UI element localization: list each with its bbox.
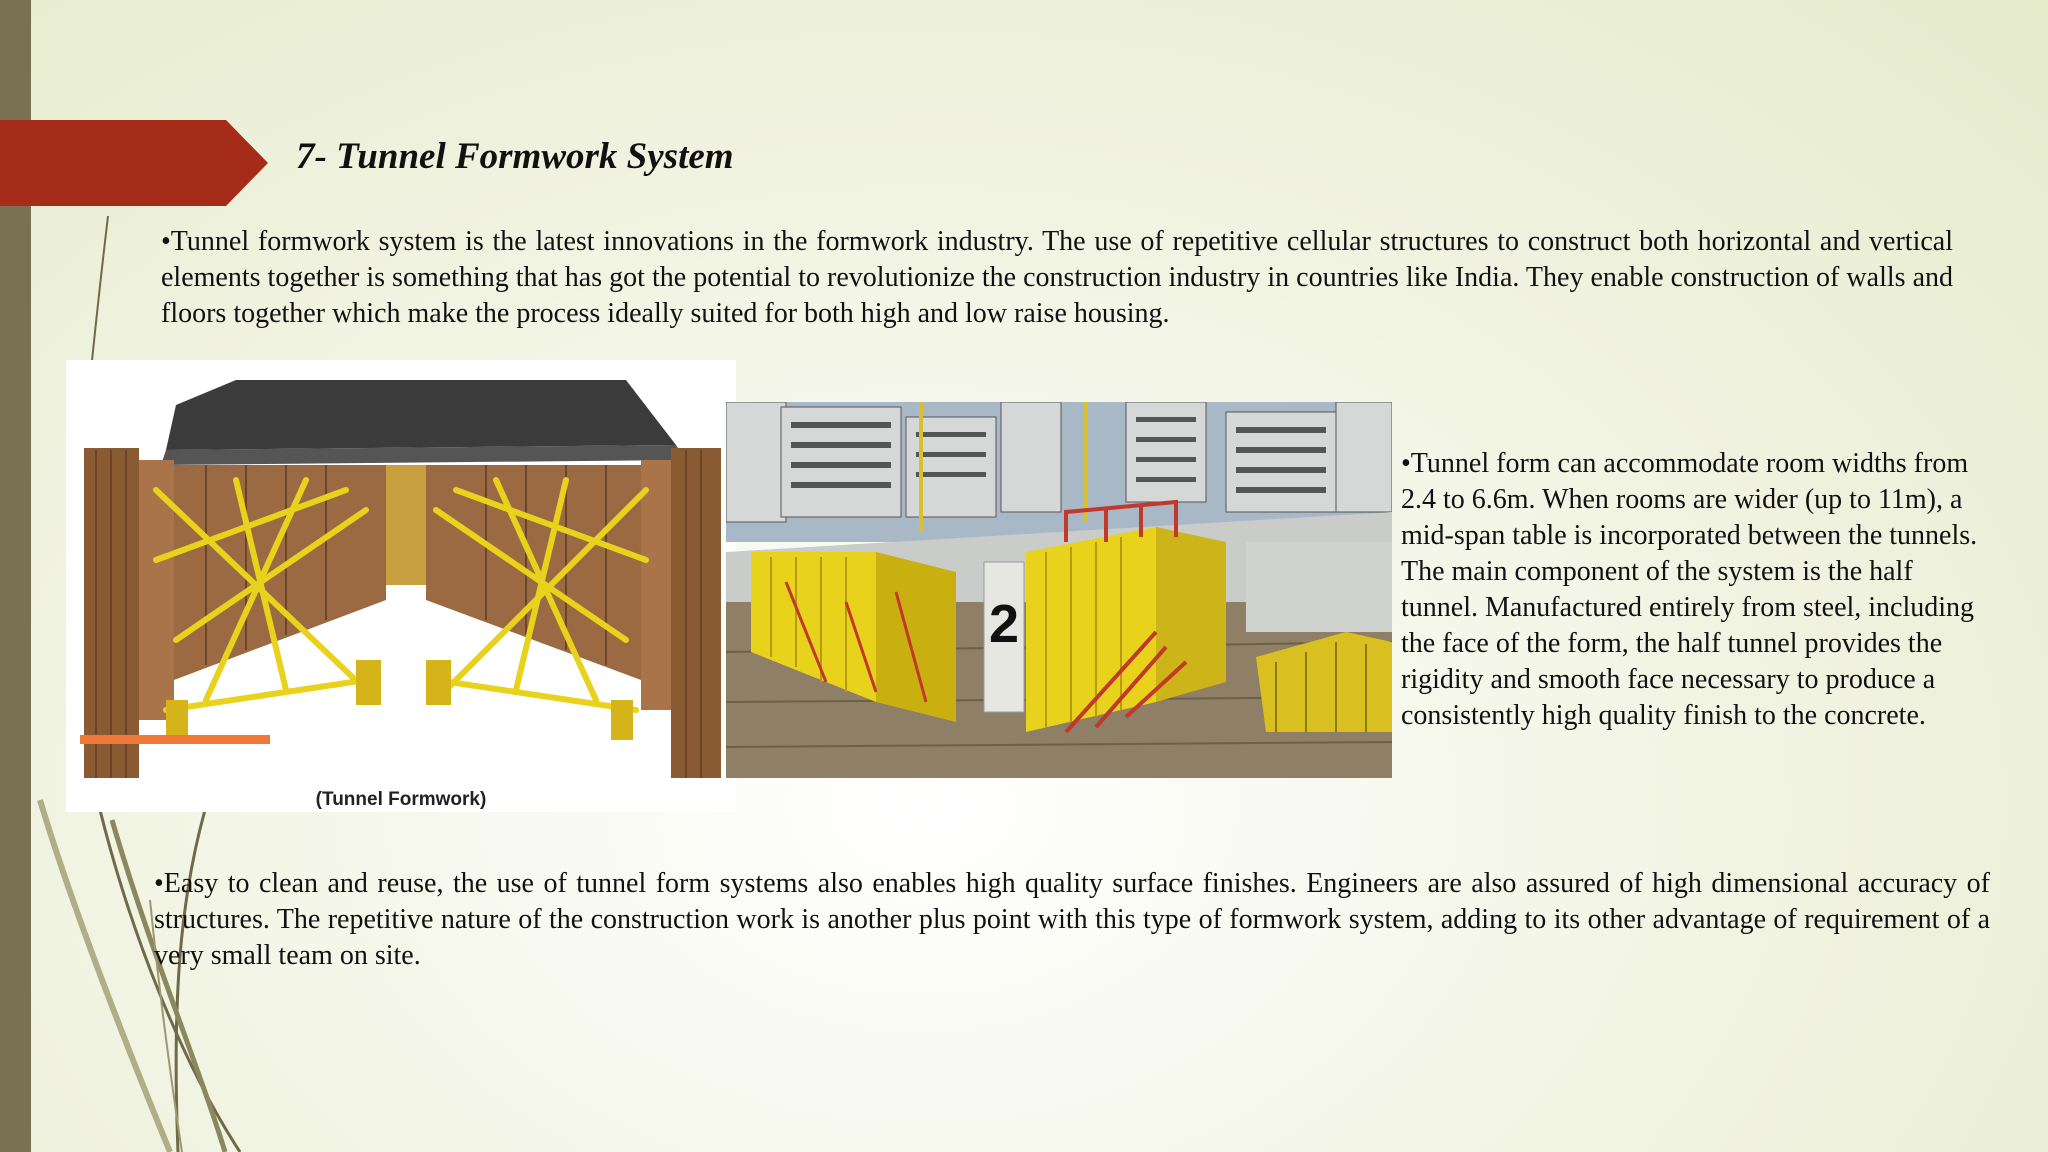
- tunnel-formwork-illustration: [66, 360, 736, 812]
- slide-title: 7- Tunnel Formwork System: [296, 136, 734, 177]
- tunnel-formwork-site-photo: [726, 402, 1392, 778]
- site-photo-illustration: [726, 402, 1392, 778]
- paragraph-room-widths: •Tunnel form can accommodate room widths from 2.4 to 6.6m. When rooms are wider (up to 11m), a mid-span table is incorporated between the tunnels. The main component of the system is the half tunnel. Manufactured entirely from steel, including the face of the form, the half tunnel provides the rigidity and smooth face necessary to produce a consistently high quality finish to the concrete.: [1401, 448, 1978, 731]
- site-sign-number: 2: [988, 594, 1020, 654]
- paragraph-intro: •Tunnel formwork system is the latest innovations in the formwork industry. The use of repetitive cellular structures to construct both horizontal and vertical elements together is something that has got the potential to revolutionize the construction industry in countries like India. They enable construction of walls and floors together which make the process ideally suited for both high and low raise housing.: [161, 226, 1953, 329]
- paragraph-advantages: •Easy to clean and reuse, the use of tunnel form systems also enables high quality surface finishes. Engineers are also assured of high dimensional accuracy of structures. The repetitive nature of the construction work is another plus point with this type of formwork system, adding to its other advantage of requirement of a very small team on site.: [154, 868, 1990, 971]
- title-arrow-shape: [0, 120, 268, 206]
- image-caption: (Tunnel Formwork): [315, 789, 487, 810]
- tunnel-formwork-diagram: [66, 360, 736, 812]
